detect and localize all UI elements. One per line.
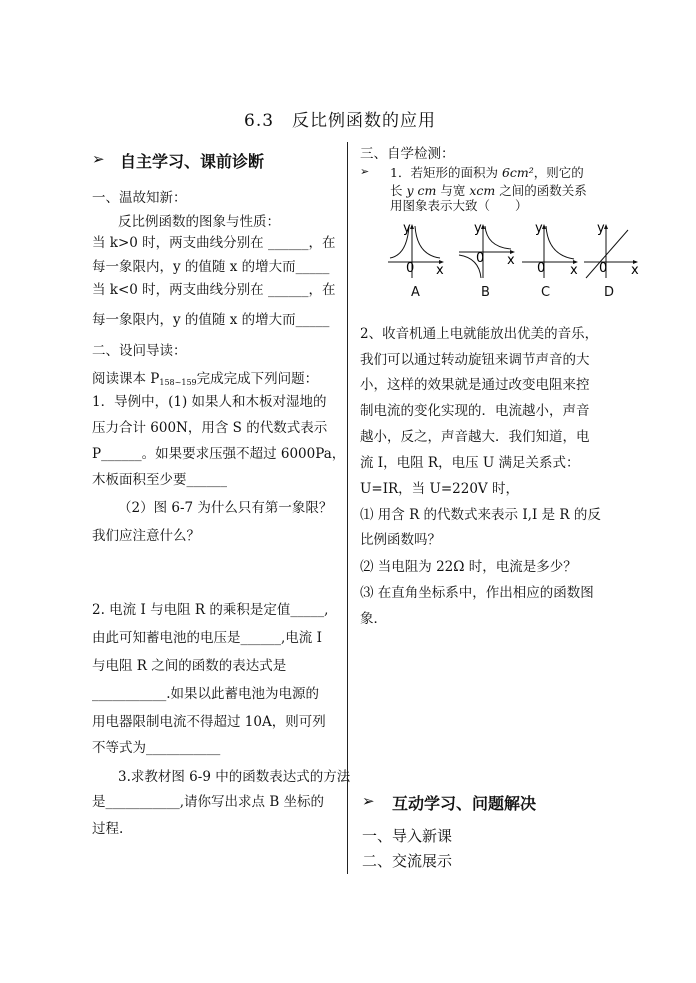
graph-d-y-label: y bbox=[597, 222, 605, 236]
graph-b bbox=[455, 222, 517, 280]
self-test-q1-line3: 用图象表示大致（ ） bbox=[390, 198, 528, 213]
review-line1: 当 k>0 时，两支曲线分别在 ______，在 bbox=[92, 235, 336, 251]
self-test-q2-sub3b: 象． bbox=[360, 611, 387, 627]
self-test-q2-line3: 小，这样的效果就是通过改变电阻来控 bbox=[360, 377, 590, 393]
page-title: 6.3 反比例函数的应用 bbox=[244, 111, 437, 131]
self-test-q2-line6: 流 I，电阻 R，电压 U 满足关系式： bbox=[360, 455, 580, 471]
graph-c-letter: C bbox=[541, 285, 551, 300]
q1-line2-mid: 与宽 bbox=[436, 183, 470, 198]
section2-arrow-icon: ➢ bbox=[362, 792, 375, 810]
self-test-q2-line2: 我们可以通过转动旋钮来调节声音的大 bbox=[360, 352, 590, 368]
graph-d-x-label: x bbox=[631, 263, 639, 278]
graph-a-curve-right bbox=[415, 226, 440, 258]
self-test-q1-line1 bbox=[390, 163, 584, 181]
graph-b-y-label: y bbox=[474, 222, 482, 236]
graph-a-y-label: y bbox=[403, 222, 411, 236]
self-test-q2-line7: U=IR，当 U=220V 时， bbox=[360, 481, 519, 497]
self-test-q2-sub3: ⑶ 在直角坐标系中，作出相应的函数图 bbox=[360, 585, 594, 601]
q1-line1-post: ，则它的 bbox=[533, 165, 584, 180]
q1-length-math: y cm bbox=[406, 183, 437, 198]
graph-b-x-label: x bbox=[507, 253, 515, 268]
guide-read-line bbox=[92, 367, 318, 387]
graph-a bbox=[384, 222, 446, 280]
guide-q3-line1: 3.求教材图 6-9 中的函数表达式的方法 bbox=[118, 769, 351, 785]
self-test-q2-line4: 制电流的变化实现的．电流越小，声音 bbox=[360, 403, 590, 419]
q1-width-math: xcm bbox=[469, 183, 496, 198]
guide-q3-line2: 是___________,请你写出求点 B 坐标的 bbox=[92, 794, 325, 810]
guide-read-pre: 阅读课本 P bbox=[92, 371, 160, 387]
graph-c-origin: 0 bbox=[537, 261, 546, 276]
self-test-q2-sub1b: 比例函数吗？ bbox=[360, 532, 441, 548]
guide-q1-line2: 压力合计 600N，用含 S 的代数式表示 bbox=[92, 420, 328, 436]
guide-q1-line1: 1．导例中，(1) 如果人和木板对湿地的 bbox=[92, 394, 327, 410]
review-line4: 每一象限内，y 的值随 x 的增大而_____ bbox=[92, 312, 330, 328]
graph-d-origin: 0 bbox=[599, 261, 608, 276]
review-heading: 一、温故知新： bbox=[92, 190, 187, 206]
q1-line1-pre: 1．若矩形的面积为 bbox=[390, 165, 502, 180]
graph-d-letter: D bbox=[604, 285, 615, 300]
graph-c-x-label: x bbox=[570, 263, 578, 278]
guide-q2-line3: 与电阻 R 之间的函数的表达式是 bbox=[92, 658, 287, 674]
graph-c-curve bbox=[546, 226, 574, 259]
guide-q2-line4: ___________.如果以此蓄电池为电源的 bbox=[92, 686, 320, 702]
section1-arrow-icon: ➢ bbox=[92, 150, 105, 168]
graph-b-letter: B bbox=[481, 285, 490, 300]
self-test-q2-line1: 2、收音机通上电就能放出优美的音乐， bbox=[360, 326, 599, 342]
section2-heading: 互动学习、问题解决 bbox=[392, 794, 537, 813]
graph-c-y-label: y bbox=[535, 222, 543, 236]
guide-q2-line2: 由此可知蓄电池的电压是______,电流 I bbox=[92, 630, 322, 646]
guide-q2-line6: 不等式为___________ bbox=[92, 740, 221, 756]
guide-q2-line5: 用电器限制电流不得超过 10A，则可列 bbox=[92, 714, 326, 730]
self-test-q2-sub2: ⑵ 当电阻为 22Ω 时，电流是多少？ bbox=[360, 559, 577, 575]
guide-q1-line3: P______。如果要求压强不超过 6000Pa， bbox=[92, 446, 346, 462]
guide-q1-2-line1: （2）图 6-7 为什么只有第一象限？ bbox=[118, 500, 333, 516]
graph-b-curve-right bbox=[485, 226, 511, 249]
review-intro: 反比例函数的图象与性质： bbox=[118, 214, 280, 230]
q1-line2-pre: 长 bbox=[390, 183, 407, 198]
exchange-item: 二、交流展示 bbox=[362, 852, 453, 870]
graph-a-x-label: x bbox=[436, 263, 444, 278]
review-line2: 每一象限内，y 的值随 x 的增大而_____ bbox=[92, 259, 330, 275]
q1-line2-post: 之间的函数关系 bbox=[495, 183, 587, 198]
q1-area-math: 6cm² bbox=[501, 165, 534, 180]
guide-q2-line1: 2. 电流 I 与电阻 R 的乘积是定值_____, bbox=[92, 602, 329, 618]
guide-q3-line3: 过程. bbox=[92, 821, 124, 837]
graph-c bbox=[518, 222, 580, 280]
self-test-bullet-icon: ➢ bbox=[360, 165, 370, 178]
guide-read-pages: 158~159 bbox=[159, 378, 197, 387]
guide-q1-line4: 木板面积至少要______ bbox=[92, 472, 227, 488]
review-line3: 当 k<0 时，两支曲线分别在 ______，在 bbox=[92, 282, 336, 298]
guide-heading: 二、设问导读： bbox=[92, 343, 187, 359]
guide-read-post: 完成完成下列问题： bbox=[196, 371, 319, 387]
graph-a-letter: A bbox=[411, 285, 420, 300]
self-test-heading: 三、自学检测： bbox=[360, 146, 455, 162]
graph-b-origin: 0 bbox=[476, 251, 485, 266]
guide-q1-2-line2: 我们应注意什么？ bbox=[92, 528, 200, 544]
import-lesson-item: 一、导入新课 bbox=[362, 827, 453, 845]
self-test-q2-sub1: ⑴ 用含 R 的代数式来表示 I,I 是 R 的反 bbox=[360, 507, 601, 523]
graph-a-origin: 0 bbox=[406, 261, 415, 276]
graph-d bbox=[580, 222, 642, 280]
self-test-q2-line5: 越小，反之，声音越大．我们知道，电 bbox=[360, 429, 590, 445]
section1-heading: 自主学习、课前诊断 bbox=[120, 152, 265, 171]
